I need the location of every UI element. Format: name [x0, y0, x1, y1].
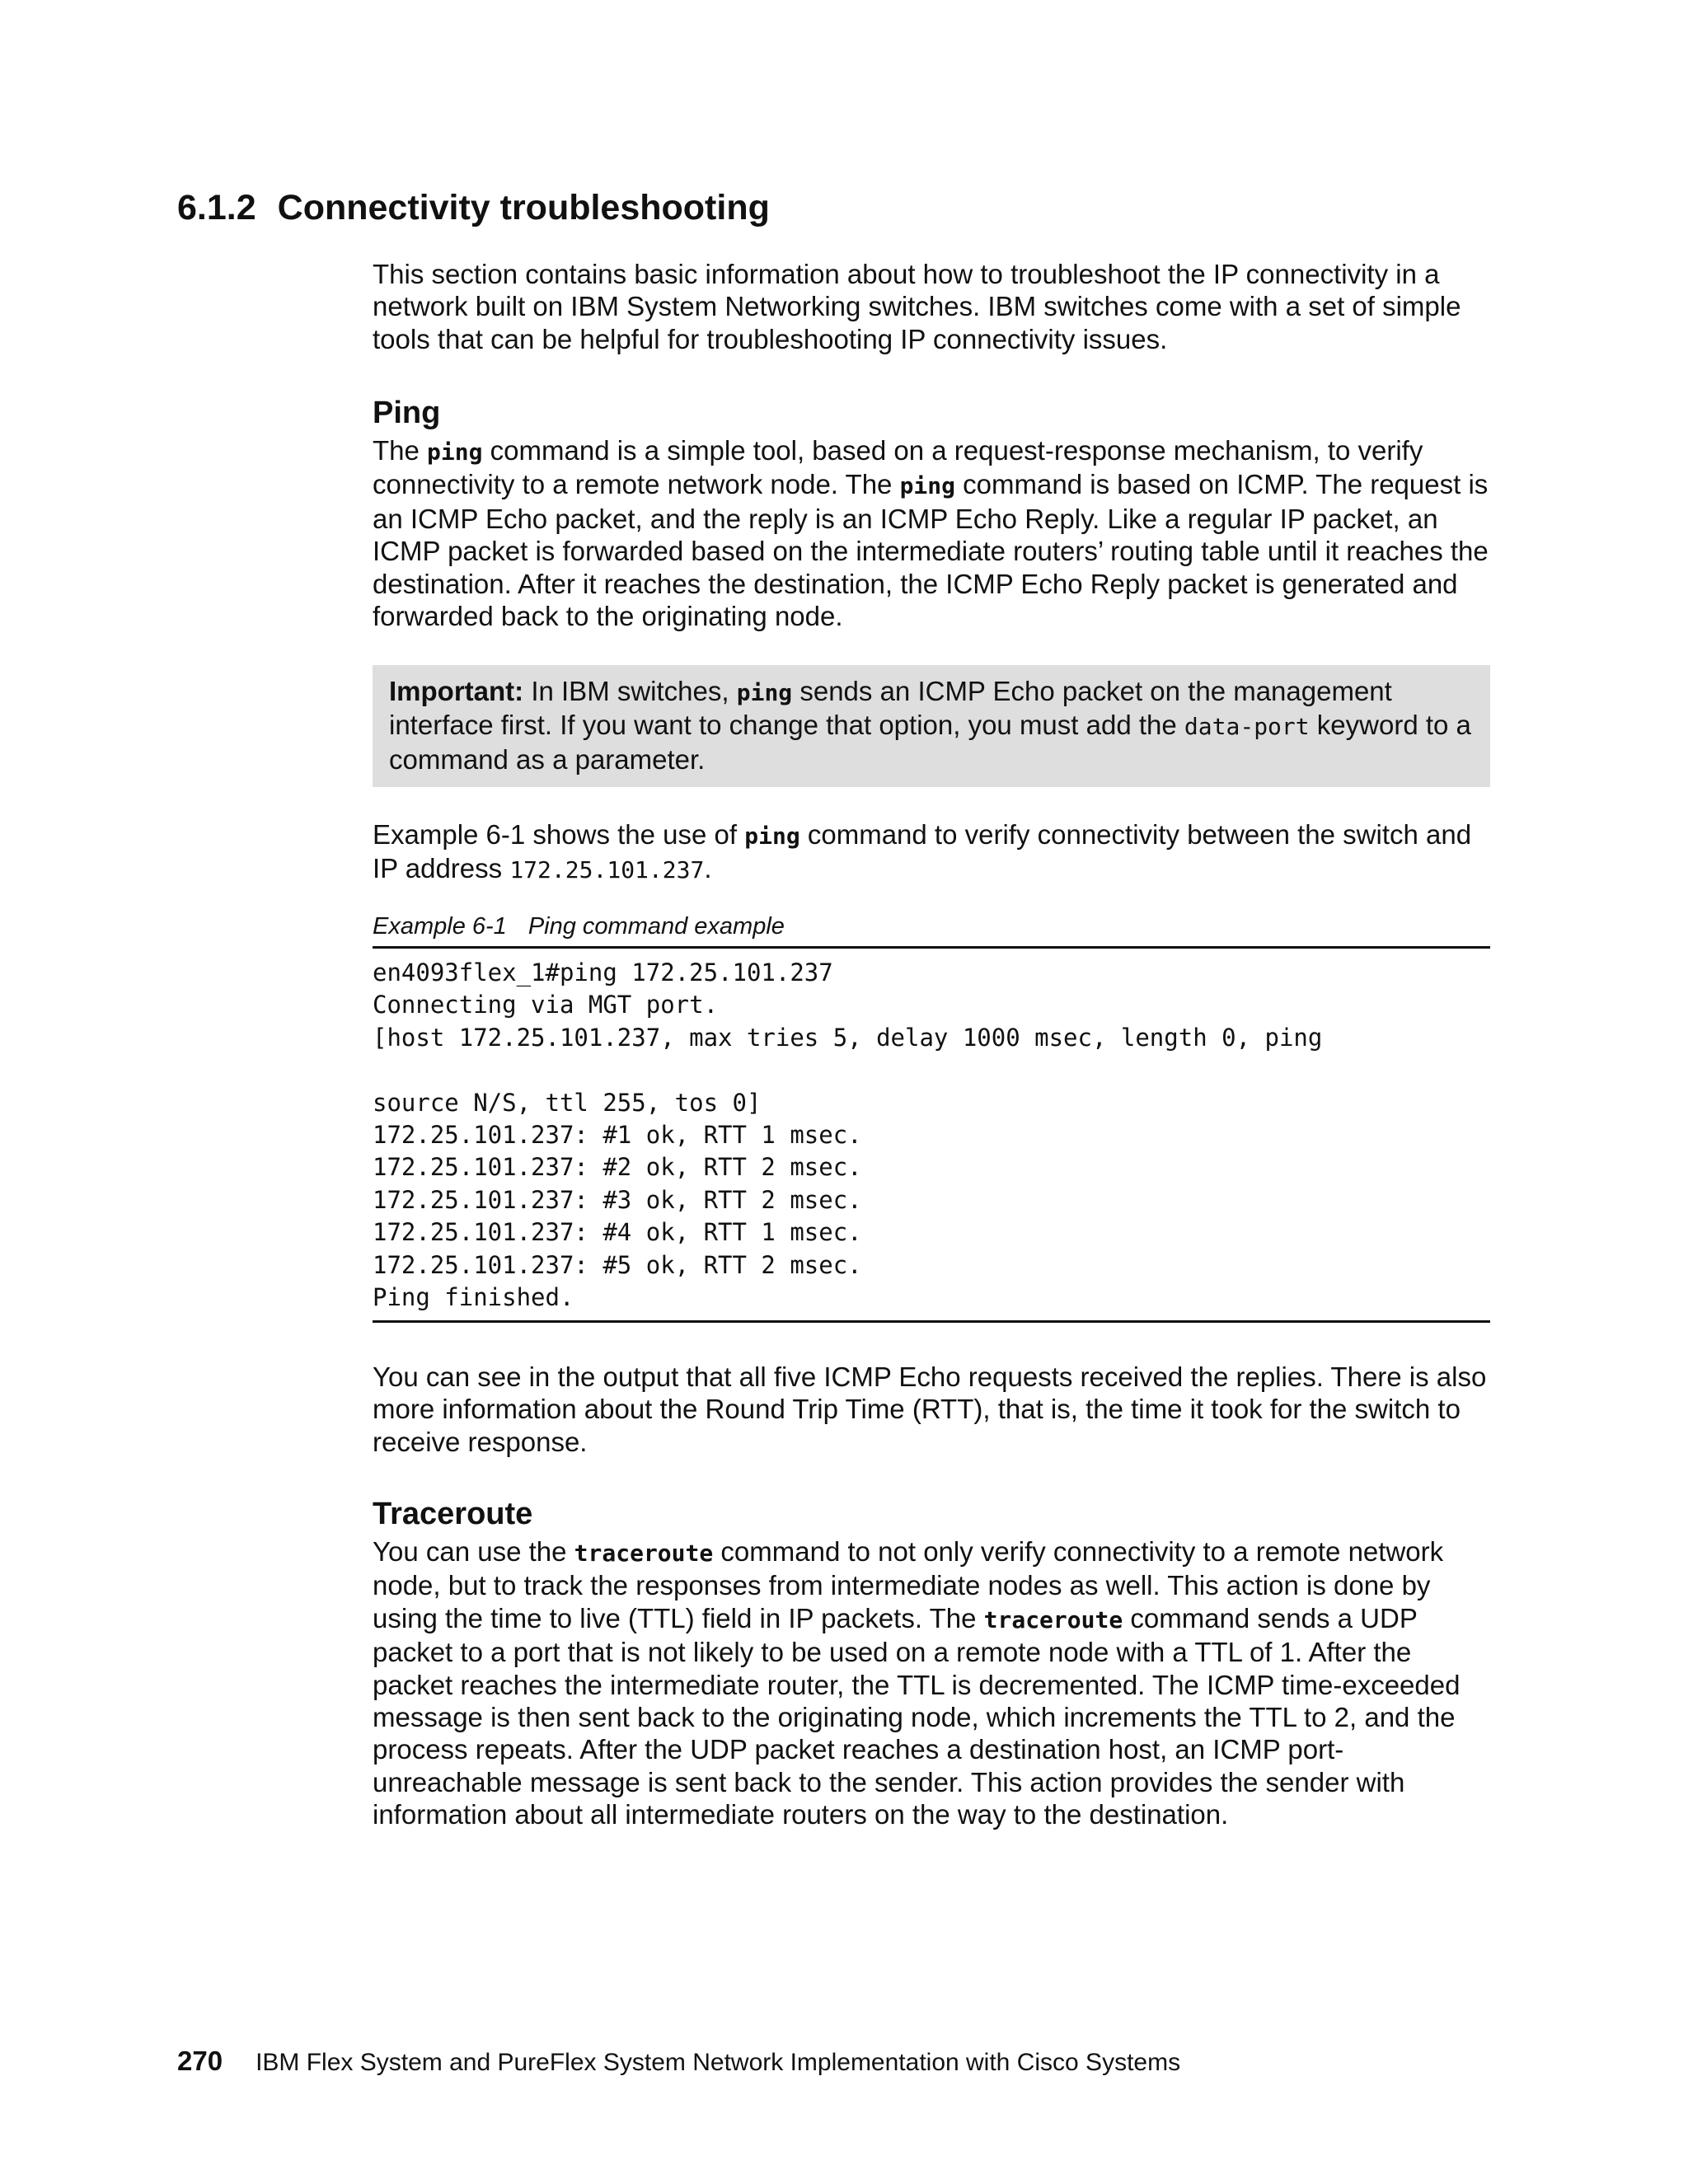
section-number: 6.1.2: [177, 188, 256, 227]
example-number: Example 6-1: [373, 913, 507, 940]
section-title: Connectivity troubleshooting: [277, 188, 770, 227]
data-port-keyword: data-port: [1184, 713, 1310, 741]
traceroute-command: traceroute: [574, 1540, 714, 1567]
code-line: 172.25.101.237: #1 ok, RTT 1 msec.: [373, 1120, 862, 1149]
ping-command: ping: [736, 679, 793, 706]
important-label: Important:: [389, 676, 524, 706]
example-reference-paragraph: Example 6-1 shows the use of ping command to verify connectivity between the switch and IP address 172.25.101.237.: [373, 819, 1472, 884]
code-line: 172.25.101.237: #2 ok, RTT 2 msec.: [373, 1153, 862, 1182]
traceroute-command: traceroute: [983, 1605, 1123, 1633]
ip-address: 172.25.101.237: [509, 856, 705, 884]
output-paragraph: You can see in the output that all five ICMP Echo requests received the replies. There is also more information about the Round Trip Time (RTT), that is, the time it took for the switch to receive response.: [373, 1361, 1487, 1457]
ping-command: ping: [744, 823, 800, 850]
page-number: 270: [177, 2046, 223, 2076]
page-footer: [177, 2046, 1180, 2077]
code-example: [373, 946, 1490, 1323]
code-line: Connecting via MGT port.: [373, 991, 719, 1019]
traceroute-heading: Traceroute: [373, 1497, 533, 1531]
code-line: 172.25.101.237: #3 ok, RTT 2 msec.: [373, 1185, 862, 1214]
section-heading: [177, 183, 770, 232]
book-title: IBM Flex System and PureFlex System Network Implementation with Cisco Systems: [256, 2049, 1181, 2076]
code-line: 172.25.101.237: #4 ok, RTT 1 msec.: [373, 1218, 862, 1247]
example-caption: [373, 912, 1490, 941]
important-note: Important: In IBM switches, ping sends an ICMP Echo packet on the management interface first. If you want to change that option, you must add the data-port keyword to a command as a parameter.: [373, 665, 1490, 787]
code-line: Ping finished.: [373, 1282, 574, 1311]
ping-command: ping: [427, 438, 483, 466]
ping-heading: Ping: [373, 396, 441, 430]
example-title: Ping command example: [528, 913, 785, 940]
code-line: [host 172.25.101.237, max tries 5, delay 1000 msec, length 0, ping: [373, 1023, 1323, 1052]
code-line: en4093flex_1#ping 172.25.101.237: [373, 958, 833, 987]
ping-command: ping: [899, 472, 956, 500]
traceroute-paragraph: You can use the traceroute command to not only verify connectivity to a remote network node, but to track the responses from intermediate nodes as well. This action is done by using the time to live (TTL) field in IP packets. The traceroute command sends a UDP packet to a port that is not likely to be used on a remote node with a TTL of 1. After the packet reaches the intermediate router, the TTL is decremented. The ICMP time-exceeded message is then sent back to the originating node, which increments the TTL to 2, and the process repeats. After the UDP packet reaches a destination host, an ICMP port-unreachable message is sent back to the sender. This action provides the sender with information about all intermediate routers on the way to the destination.: [373, 1536, 1461, 1830]
code-line: source N/S, ttl 255, tos 0]: [373, 1088, 762, 1117]
code-line: [373, 1054, 1490, 1086]
intro-paragraph: This section contains basic information about how to troubleshoot the IP connectivity in a network built on IBM System Networking switches. IBM switches come with a set of simple tools that can be helpful for troubleshooting IP connectivity issues.: [373, 259, 1461, 354]
ping-paragraph: The ping command is a simple tool, based on a request-response mechanism, to verify connectivity to a remote network node. The ping command is based on ICMP. The request is an ICMP Echo packet, and the reply is an ICMP Echo Reply. Like a regular IP packet, an ICMP packet is forwarded based on the intermediate routers’ routing table until it reaches the destination. After it reaches the destination, the ICMP Echo Reply packet is generated and forwarded back to the originating node.: [373, 435, 1489, 632]
code-line: 172.25.101.237: #5 ok, RTT 2 msec.: [373, 1250, 862, 1279]
